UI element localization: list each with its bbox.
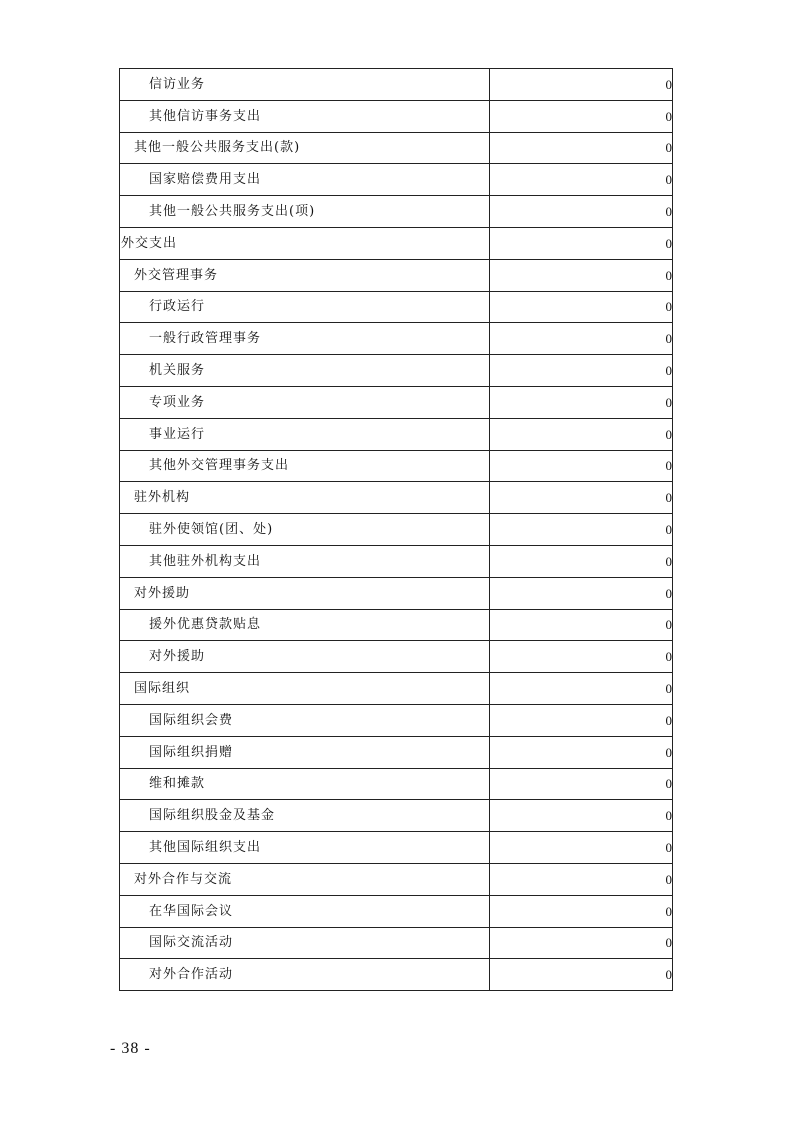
item-name: 事业运行 — [120, 418, 490, 450]
table-row — [120, 69, 673, 101]
table-row — [120, 386, 673, 418]
table-row — [120, 641, 673, 673]
item-name: 驻外机构 — [120, 482, 490, 514]
item-value: 0 — [490, 863, 673, 895]
item-value: 0 — [490, 959, 673, 991]
item-name: 对外援助 — [120, 577, 490, 609]
table-row — [120, 863, 673, 895]
item-name: 外交支出 — [120, 227, 490, 259]
table-row — [120, 323, 673, 355]
table-row — [120, 227, 673, 259]
item-value: 0 — [490, 800, 673, 832]
item-name: 其他一般公共服务支出(项) — [120, 196, 490, 228]
item-name: 对外援助 — [120, 641, 490, 673]
item-value: 0 — [490, 641, 673, 673]
item-value: 0 — [490, 927, 673, 959]
table-row — [120, 482, 673, 514]
table-row — [120, 100, 673, 132]
item-name: 国际交流活动 — [120, 927, 490, 959]
item-name: 在华国际会议 — [120, 895, 490, 927]
table-row — [120, 291, 673, 323]
item-value: 0 — [490, 577, 673, 609]
item-value: 0 — [490, 418, 673, 450]
table-row — [120, 577, 673, 609]
item-name: 外交管理事务 — [120, 259, 490, 291]
item-name: 其他国际组织支出 — [120, 832, 490, 864]
table-row — [120, 450, 673, 482]
table-row — [120, 514, 673, 546]
item-value: 0 — [490, 291, 673, 323]
item-name: 机关服务 — [120, 355, 490, 387]
page-number: - 38 - — [110, 1040, 151, 1057]
item-name: 行政运行 — [120, 291, 490, 323]
table-row — [120, 736, 673, 768]
item-value: 0 — [490, 736, 673, 768]
expenditure-table — [119, 68, 673, 991]
table-row — [120, 609, 673, 641]
table-row — [120, 355, 673, 387]
item-name: 其他外交管理事务支出 — [120, 450, 490, 482]
table-row — [120, 895, 673, 927]
table-row — [120, 959, 673, 991]
table-row — [120, 768, 673, 800]
item-value: 0 — [490, 196, 673, 228]
item-value: 0 — [490, 514, 673, 546]
table-row — [120, 196, 673, 228]
table-row — [120, 164, 673, 196]
table-row — [120, 545, 673, 577]
item-value: 0 — [490, 323, 673, 355]
item-name: 国际组织股金及基金 — [120, 800, 490, 832]
table-row — [120, 673, 673, 705]
item-value: 0 — [490, 704, 673, 736]
item-value: 0 — [490, 132, 673, 164]
item-value: 0 — [490, 895, 673, 927]
item-name: 对外合作与交流 — [120, 863, 490, 895]
item-value: 0 — [490, 69, 673, 101]
table-row — [120, 927, 673, 959]
item-name: 国家赔偿费用支出 — [120, 164, 490, 196]
table-row — [120, 418, 673, 450]
item-name: 维和摊款 — [120, 768, 490, 800]
item-name: 国际组织捐赠 — [120, 736, 490, 768]
table-row — [120, 832, 673, 864]
item-value: 0 — [490, 227, 673, 259]
item-name: 其他驻外机构支出 — [120, 545, 490, 577]
item-value: 0 — [490, 545, 673, 577]
item-value: 0 — [490, 673, 673, 705]
item-value: 0 — [490, 768, 673, 800]
item-value: 0 — [490, 609, 673, 641]
item-name: 国际组织会费 — [120, 704, 490, 736]
item-value: 0 — [490, 164, 673, 196]
table-row — [120, 704, 673, 736]
item-name: 国际组织 — [120, 673, 490, 705]
item-name: 援外优惠贷款贴息 — [120, 609, 490, 641]
item-value: 0 — [490, 259, 673, 291]
item-name: 其他信访事务支出 — [120, 100, 490, 132]
item-name: 信访业务 — [120, 69, 490, 101]
table-row — [120, 132, 673, 164]
item-name: 专项业务 — [120, 386, 490, 418]
table-row — [120, 259, 673, 291]
item-value: 0 — [490, 100, 673, 132]
item-value: 0 — [490, 832, 673, 864]
item-name: 一般行政管理事务 — [120, 323, 490, 355]
item-value: 0 — [490, 386, 673, 418]
item-name: 对外合作活动 — [120, 959, 490, 991]
item-value: 0 — [490, 355, 673, 387]
item-value: 0 — [490, 450, 673, 482]
item-name: 驻外使领馆(团、处) — [120, 514, 490, 546]
table-row — [120, 800, 673, 832]
item-value: 0 — [490, 482, 673, 514]
item-name: 其他一般公共服务支出(款) — [120, 132, 490, 164]
